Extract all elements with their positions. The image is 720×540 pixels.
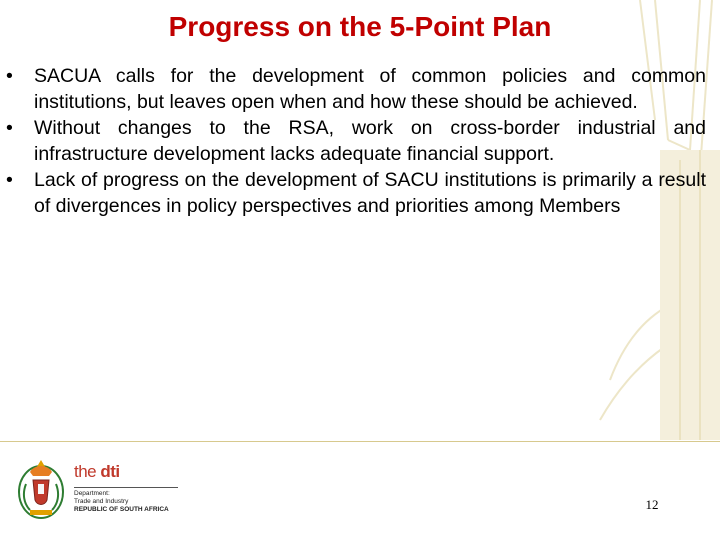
bullet-text: Lack of progress on the development of SACU institutions is primarily a result of divergences in policy perspectives and priorities among Members — [34, 169, 706, 217]
country-name: REPUBLIC OF SOUTH AFRICA — [74, 506, 169, 513]
bullet-list — [6, 63, 706, 219]
bullet-text: SACUA calls for the development of common policies and common institutions, but leaves open when and how these should be achieved. — [34, 65, 706, 113]
dti-wordmark — [74, 462, 120, 482]
bullet-text: Without changes to the RSA, work on cross-border industrial and infrastructure development lacks adequate financial support. — [34, 117, 706, 165]
bullet-item — [6, 115, 706, 167]
bullet-icon: • — [6, 65, 13, 87]
bullet-item — [6, 63, 706, 115]
brand-name: dti — [100, 462, 120, 481]
brand-prefix: the — [74, 462, 97, 481]
logo-rule — [74, 487, 178, 488]
department-text — [74, 490, 194, 514]
dti-logo — [16, 454, 186, 524]
page-number: 12 — [645, 497, 659, 512]
slide-title: Progress on the 5-Point Plan — [168, 11, 552, 42]
dept-line2: Trade and Industry — [74, 498, 129, 505]
dept-line1: Department: — [74, 490, 110, 497]
bullet-icon: • — [6, 117, 13, 139]
bullet-item — [6, 167, 706, 219]
bullet-icon: • — [6, 169, 13, 191]
coat-of-arms-icon — [16, 454, 66, 520]
footer-divider — [0, 441, 720, 442]
